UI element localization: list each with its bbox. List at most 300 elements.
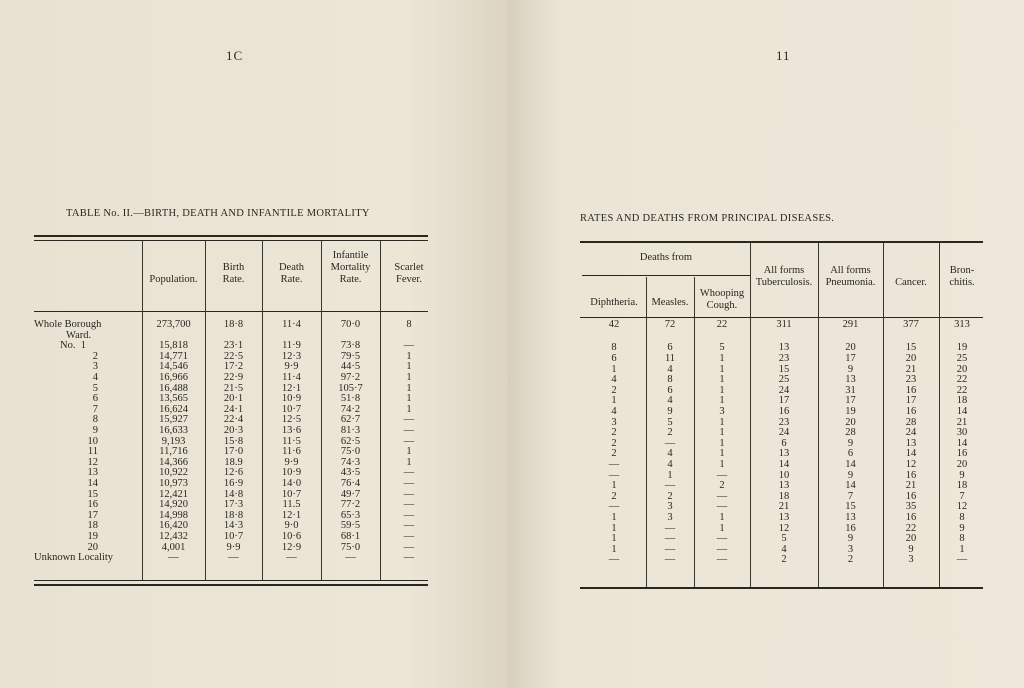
infantile-rate-cell: 97·2 [340,372,361,383]
death-rate-cell: 10·7 [281,403,302,415]
tuberculosis-cell: 17 [778,395,790,407]
death-rate-cell: 11·5 [282,435,301,447]
infantile-rate-cell: 43·5 [340,467,361,479]
pneumonia-cell: 9 [847,363,854,375]
measles-cell: 3 [667,511,673,523]
birth-rate-cell: 23·1 [223,340,244,352]
diphtheria-cell: 1 [611,533,617,545]
infantile-rate-cell: 49·7 [340,488,361,500]
bronchitis-cell: 22 [956,374,968,386]
pneumonia-cell: 20 [845,416,856,428]
pneumonia-cell: 9 [847,437,854,449]
diphtheria-cell: 4 [611,405,617,417]
cancer-cell: 23 [905,374,917,386]
tuberculosis-cell: 14 [778,458,790,470]
whooping-cough-cell: — [716,469,728,481]
row-label: 6 [92,393,98,405]
diphtheria-cell: 2 [611,437,617,449]
scarlet-fever-cell: 1 [406,382,412,394]
scarlet-fever-cell: 1 [406,393,412,405]
measles-cell: 6 [667,384,673,396]
whooping-cough-cell: 1 [719,448,725,460]
birth-rate-cell: 16·9 [223,478,244,489]
bronchitis-cell: 9 [959,469,965,481]
row-label: 13 [87,467,98,479]
tuberculosis-cell: 18 [778,490,790,502]
pneumonia-cell: 291 [842,319,859,330]
diphtheria-cell: 1 [611,511,617,523]
whooping-cough-cell: 3 [719,405,725,417]
population-cell: 12,432 [159,531,188,542]
row-label: 16 [87,499,98,511]
population-cell: 14,366 [159,456,188,468]
infantile-rate-cell: — [345,552,356,564]
header-scarlet-fever: Scarlet Fever. [394,262,424,285]
scarlet-fever-cell: 1 [406,446,412,458]
scarlet-fever-cell: — [403,488,415,500]
birth-rate-cell: 15·8 [223,435,244,447]
measles-cell: — [664,480,676,492]
infantile-rate-cell: 74·3 [340,456,361,468]
birth-rate-cell: 21·5 [223,382,244,394]
row-label: 3 [92,361,98,373]
measles-cell: 2 [667,427,673,439]
header-cancer: Cancer. [895,277,927,288]
bronchitis-cell: 20 [956,458,968,470]
measles-cell: 8 [667,374,673,386]
header-tuberculosis: All forms Tuberculosis. [755,265,813,288]
death-rate-cell: 9·9 [284,456,299,468]
tuberculosis-cell: 24 [778,427,790,439]
population-cell: 273,700 [156,319,191,330]
population-cell: 14,546 [159,361,188,373]
bronchitis-cell: 30 [956,427,968,439]
population-cell: 14,998 [159,509,188,521]
bronchitis-cell: 14 [956,437,968,449]
pneumonia-cell: 17 [845,395,856,407]
tuberculosis-cell: 13 [778,511,790,523]
diphtheria-cell: 1 [611,543,617,555]
population-cell: 13,565 [159,393,188,405]
tuberculosis-cell: 23 [778,416,790,428]
left-bottom-rule [34,584,428,586]
tuberculosis-cell: 4 [781,543,787,555]
cancer-cell: 17 [905,395,917,407]
cancer-cell: 16 [905,490,917,502]
cancer-cell: 16 [905,511,917,523]
left-bottom-rule-inner [34,580,428,581]
left-page-number: 1C [226,48,244,63]
whooping-cough-cell: 1 [719,374,725,386]
row-label: Unknown Locality [34,552,114,564]
birth-rate-cell: 22·9 [223,372,244,383]
infantile-rate-cell: 77·2 [340,499,361,511]
scarlet-fever-cell: — [403,499,415,511]
scarlet-fever-cell: — [403,541,415,553]
infantile-rate-cell: 51·8 [340,393,361,405]
pneumonia-cell: 9 [847,469,854,481]
infantile-rate-cell: 44·5 [340,361,361,373]
population-cell: 10,922 [159,467,188,479]
header-bronchitis: Bron- chitis. [949,265,975,288]
diphtheria-cell: 1 [611,363,617,375]
death-rate-cell: 10·9 [281,393,302,405]
tuberculosis-cell: 23 [778,352,790,364]
cancer-cell: 21 [905,480,917,492]
infantile-rate-cell: 74·2 [340,403,361,415]
bronchitis-cell: 14 [956,405,968,417]
birth-rate-cell: 10·7 [223,531,244,542]
row-label: 5 [92,382,98,394]
measles-cell: 2 [667,490,673,502]
bronchitis-cell: — [956,554,968,566]
whooping-cough-cell: 1 [719,511,725,523]
infantile-rate-cell: 62·7 [340,414,361,426]
population-cell: 16,966 [159,372,188,383]
birth-rate-cell: 18·8 [223,319,244,330]
birth-rate-cell: 24·1 [223,403,244,415]
infantile-rate-cell: 75·0 [340,446,361,458]
tuberculosis-cell: 24 [778,384,790,396]
diphtheria-cell: 1 [611,522,617,534]
bronchitis-cell: 9 [959,522,965,534]
tuberculosis-cell: 13 [778,480,790,492]
birth-rate-cell: — [228,552,239,564]
measles-cell: 9 [667,405,673,417]
measles-cell: — [664,437,676,449]
left-top-rule [34,235,428,237]
header-pneumonia: All forms Pneumonia. [825,265,876,288]
death-rate-cell: 11·9 [282,340,301,352]
cancer-cell: 24 [905,427,917,439]
diphtheria-cell: 2 [611,490,617,502]
population-cell: 10,973 [159,478,188,489]
cancer-cell: 20 [905,352,917,364]
cancer-cell: 9 [908,543,914,555]
tuberculosis-cell: 2 [781,554,787,566]
tuberculosis-cell: 13 [778,448,790,460]
whooping-cough-cell: 22 [716,319,728,330]
birth-rate-cell: 14·3 [223,520,244,532]
whooping-cough-cell: 1 [719,384,725,396]
cancer-cell: 14 [905,448,917,460]
scarlet-fever-cell: 1 [406,350,412,362]
pneumonia-cell: 7 [847,490,854,502]
bronchitis-cell: 18 [956,395,968,407]
row-label: 8 [92,414,98,426]
infantile-rate-cell: 75·0 [340,541,361,553]
whooping-cough-cell: 1 [719,352,725,364]
diphtheria-cell: 4 [611,374,617,386]
pneumonia-cell: 9 [847,533,854,545]
population-cell: 16,624 [159,403,188,415]
death-rate-cell: 12·9 [281,541,302,553]
measles-cell: 1 [667,469,673,481]
bronchitis-cell: 18 [956,480,968,492]
population-cell: 16,420 [159,520,188,532]
row-label: 11 [87,446,98,458]
infantile-rate-cell: 105·7 [338,382,363,394]
measles-cell: 3 [667,501,673,513]
scarlet-fever-cell: — [403,531,415,542]
scarlet-fever-cell: 1 [406,372,412,383]
cancer-cell: 16 [905,384,917,396]
population-cell: 4,001 [161,541,186,553]
diphtheria-cell: 2 [611,448,617,460]
right-top-rule [580,241,983,243]
diphtheria-cell: — [608,554,620,566]
row-label: 12 [87,456,98,468]
death-rate-cell: 12·1 [281,382,302,394]
pneumonia-cell: 17 [845,352,856,364]
population-cell: 12,421 [159,488,188,500]
whooping-cough-cell: 5 [719,342,725,354]
scarlet-fever-cell: — [403,414,415,426]
scarlet-fever-cell: — [403,552,415,564]
pneumonia-cell: 14 [845,480,856,492]
infantile-rate-cell: 76·4 [340,478,361,489]
right-header-rule [580,317,983,318]
pneumonia-cell: 6 [847,448,854,460]
row-label: No. 1 [60,340,86,352]
scarlet-fever-cell: — [403,467,415,479]
birth-rate-cell: 20·1 [223,393,244,405]
tuberculosis-cell: 16 [778,405,790,417]
cancer-cell: 20 [905,533,917,545]
death-rate-cell: 12·3 [281,350,302,362]
bronchitis-cell: 7 [959,490,965,502]
tuberculosis-cell: 5 [781,533,787,545]
row-label: 18 [87,520,98,532]
tuberculosis-cell: 13 [778,342,790,354]
birth-rate-cell: 14·8 [223,488,244,500]
measles-cell: 6 [667,342,673,354]
whooping-cough-cell: — [716,543,728,555]
whooping-cough-cell: — [716,490,728,502]
death-rate-cell: 10·9 [281,467,302,479]
header-whooping-cough: Whooping Cough. [699,288,745,311]
diphtheria-cell: 6 [611,352,617,364]
measles-cell: — [664,543,676,555]
measles-cell: 5 [667,416,673,428]
measles-cell: 11 [664,352,676,364]
pneumonia-cell: 2 [847,554,854,566]
scarlet-fever-cell: 1 [406,403,412,415]
pneumonia-cell: 19 [845,405,856,417]
death-rate-cell: — [286,552,297,564]
cancer-cell: 13 [905,437,917,449]
tuberculosis-cell: 21 [778,501,790,513]
row-label: 20 [87,541,98,553]
pneumonia-cell: 3 [847,543,854,555]
infantile-rate-cell: 81·3 [340,425,361,436]
birth-rate-cell: 18·8 [223,509,244,521]
population-cell: 14,771 [159,350,188,362]
scarlet-fever-cell: — [403,425,415,436]
population-cell: 11,716 [159,446,188,458]
measles-cell: 4 [667,395,673,407]
scarlet-fever-cell: 8 [406,319,412,330]
birth-rate-cell: 20·3 [223,425,244,436]
pneumonia-cell: 20 [845,342,856,354]
diphtheria-cell: 1 [611,480,617,492]
measles-cell: 4 [667,458,673,470]
bronchitis-cell: 16 [956,448,968,460]
cancer-cell: 15 [905,342,917,354]
right-bottom-rule [580,587,983,589]
tuberculosis-cell: 12 [778,522,790,534]
bronchitis-cell: 25 [956,352,968,364]
diphtheria-cell: — [608,501,620,513]
measles-cell: 72 [664,319,676,330]
row-label: 14 [87,478,98,489]
death-rate-cell: 12·1 [281,509,302,521]
pneumonia-cell: 13 [845,374,856,386]
measles-cell: — [664,522,676,534]
whooping-cough-cell: 1 [719,363,725,375]
death-rate-cell: 11·4 [282,372,301,383]
scarlet-fever-cell: — [403,509,415,521]
header-birth-rate: Birth Rate. [222,262,245,285]
left-page [0,0,508,688]
death-rate-cell: 11.5 [282,499,301,511]
header-diphtheria: Diphtheria. [590,297,638,308]
diphtheria-cell: 3 [611,416,617,428]
cancer-cell: 3 [908,554,914,566]
cancer-cell: 35 [905,501,917,513]
diphtheria-cell: 2 [611,384,617,396]
infantile-rate-cell: 79·5 [340,350,361,362]
measles-cell: 4 [667,448,673,460]
birth-rate-cell: 17·0 [223,446,244,458]
pneumonia-cell: 14 [845,458,856,470]
row-label: 4 [92,372,98,383]
diphtheria-cell: — [608,469,620,481]
scarlet-fever-cell: — [403,340,415,352]
diphtheria-cell: 2 [611,427,617,439]
right-page [508,0,1024,688]
tuberculosis-cell: 6 [781,437,787,449]
bronchitis-cell: 20 [956,363,968,375]
row-label: 17 [87,509,98,521]
diphtheria-cell: 8 [611,342,617,354]
death-rate-cell: 13·6 [281,425,302,436]
cancer-cell: 377 [903,319,919,330]
header-infantile-mortality: Infantile Mortality Rate. [330,250,371,285]
birth-rate-cell: 12·6 [223,467,244,479]
bronchitis-cell: 313 [954,319,970,330]
whooping-cough-cell: — [716,554,728,566]
whooping-cough-cell: 1 [719,427,725,439]
scarlet-fever-cell: 1 [406,361,412,373]
row-label: 9 [92,425,98,436]
tuberculosis-cell: 10 [778,469,790,481]
scarlet-fever-cell: — [403,435,415,447]
birth-rate-cell: 17·2 [223,361,244,373]
death-rate-cell: 11·4 [282,319,301,330]
tuberculosis-cell: 311 [776,319,792,330]
whooping-cough-cell: 1 [719,522,725,534]
infantile-rate-cell: 65·3 [340,509,361,521]
row-label: 2 [92,350,98,362]
left-header-rule [34,311,428,312]
infantile-rate-cell: 68·1 [340,531,361,542]
right-page-number: 11 [776,48,791,63]
whooping-cough-cell: 1 [719,458,725,470]
bronchitis-cell: 8 [959,511,965,523]
bronchitis-cell: 12 [956,501,968,513]
diphtheria-cell: — [608,458,620,470]
infantile-rate-cell: 59·5 [340,520,361,532]
cancer-cell: 22 [905,522,917,534]
death-rate-cell: 14·0 [281,478,302,489]
birth-rate-cell: 18.9 [224,456,243,468]
left-table-title: TABLE No. II.—BIRTH, DEATH AND INFANTILE MORTALITY [66,208,370,219]
death-rate-cell: 10·6 [281,531,302,542]
whooping-cough-cell: 1 [719,416,725,428]
bronchitis-cell: 22 [956,384,968,396]
population-cell: 16,633 [159,425,188,436]
infantile-rate-cell: 62·5 [340,435,361,447]
row-label: 10 [87,435,98,447]
scarlet-fever-cell: — [403,520,415,532]
row-label: 19 [87,531,98,542]
pneumonia-cell: 15 [845,501,856,513]
death-rate-cell: 12·5 [281,414,302,426]
death-rate-cell: 9·0 [284,520,299,532]
scarlet-fever-cell: — [403,478,415,489]
population-cell: 15,927 [159,414,188,426]
population-cell: 16,488 [159,382,188,394]
header-population: Population. [149,274,198,285]
whooping-cough-cell: 2 [719,480,725,492]
scarlet-fever-cell: 1 [406,456,412,468]
pneumonia-cell: 13 [845,511,856,523]
cancer-cell: 28 [905,416,917,428]
birth-rate-cell: 9·9 [226,541,241,553]
death-rate-cell: 11·6 [282,446,301,458]
header-measles: Measles. [651,297,689,308]
bronchitis-cell: 1 [959,543,965,555]
cancer-cell: 16 [905,405,917,417]
header-deaths-from: Deaths from [639,252,693,263]
pneumonia-cell: 28 [845,427,856,439]
population-cell: 9,193 [161,435,186,447]
death-rate-cell: 10·7 [281,488,302,500]
row-label: 7 [92,403,98,415]
whooping-cough-cell: 1 [719,395,725,407]
right-subheader-rule [582,275,750,276]
cancer-cell: 12 [905,458,917,470]
population-cell: 15,818 [159,340,188,352]
diphtheria-cell: 42 [608,319,620,330]
pneumonia-cell: 16 [845,522,856,534]
measles-cell: 4 [667,363,673,375]
right-table-title: RATES AND DEATHS FROM PRINCIPAL DISEASES. [580,213,835,224]
pneumonia-cell: 31 [845,384,856,396]
left-top-rule-inner [34,240,428,241]
tuberculosis-cell: 15 [778,363,790,375]
bronchitis-cell: 8 [959,533,965,545]
row-label: Whole Borough [34,319,102,330]
birth-rate-cell: 17·3 [223,499,244,511]
measles-cell: — [664,533,676,545]
header-death-rate: Death Rate. [278,262,305,285]
row-label: 15 [87,488,98,500]
measles-cell: — [664,554,676,566]
infantile-rate-cell: 70·0 [340,319,361,330]
birth-rate-cell: 22·5 [223,350,244,362]
